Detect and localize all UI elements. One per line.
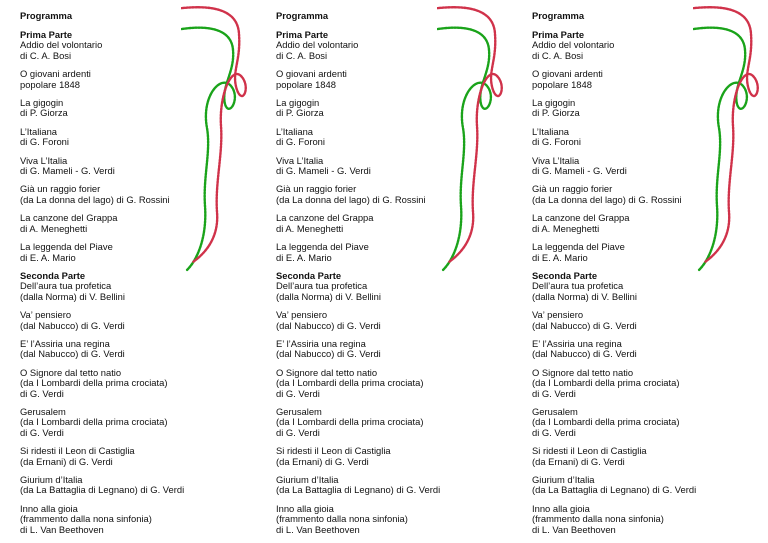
piece-detail: di C. A. Bosi [20,49,72,61]
program-item [20,156,269,177]
piece-detail: di G. Mameli - G. Verdi [20,165,115,177]
piece-title: O giovani ardenti [532,68,603,80]
program-item [532,310,768,331]
piece-detail: (dalla Norma) di V. Bellini [532,290,637,302]
piece-detail: di E. A. Mario [532,251,588,263]
program-item [20,446,269,467]
program-item [276,40,525,61]
piece-detail: di G. Foroni [276,136,325,148]
program-item [20,98,269,119]
piece-detail: (da Ernani) di G. Verdi [276,455,369,467]
piece-detail: (dal Nabucco) di G. Verdi [532,348,637,360]
program-item [532,475,768,496]
piece-title: O giovani ardenti [276,68,347,80]
program-item [276,475,525,496]
piece-detail: (da I Lombardi della prima crociata) [532,377,680,389]
program-item [276,339,525,360]
program-item [20,407,269,438]
piece-title: Già un raggio forier [532,183,613,195]
program-item [532,69,768,90]
program-column [275,8,525,543]
piece-title: L’Italiana [532,125,570,137]
program-item [532,156,768,177]
program-item [532,368,768,399]
piece-title: E’ l’Assiria una regina [20,337,110,349]
piece-title: Va’ pensiero [532,309,584,321]
program-item [532,446,768,467]
piece-detail: (da I Lombardi della prima crociata) [532,416,680,428]
program-item [20,504,269,535]
piece-detail: di L. Van Beethoven [532,523,616,535]
piece-title: La leggenda del Piave [20,241,113,253]
program-item [532,184,768,205]
piece-detail: di A. Meneghetti [20,222,88,234]
piece-detail: (dal Nabucco) di G. Verdi [20,348,125,360]
piece-detail: (da La donna del lago) di G. Rossini [20,193,170,205]
piece-detail: di G. Verdi [532,426,576,438]
piece-title: E’ l’Assiria una regina [532,337,622,349]
piece-detail: (dal Nabucco) di G. Verdi [20,319,125,331]
program-item [276,504,525,535]
program-item [532,127,768,148]
piece-title: La canzone del Grappa [20,212,118,224]
part-heading: Prima Parte [20,29,73,40]
piece-detail: di L. Van Beethoven [20,523,104,535]
piece-detail: (frammento dalla nona sinfonia) [276,513,408,525]
program-item [532,339,768,360]
piece-title: Giurium d’Italia [20,474,83,485]
program-item [20,281,269,302]
piece-title: Inno alla gioia [20,502,78,514]
piece-title: Dell’aura tua profetica [20,280,112,292]
program-title: Programma [532,10,585,21]
program-item [276,98,525,119]
piece-detail: di G. Verdi [20,387,64,399]
piece-detail: di A. Meneghetti [276,222,344,234]
piece-detail: di P. Giorza [20,107,68,119]
piece-detail: di G. Mameli - G. Verdi [532,165,627,177]
piece-title: La leggenda del Piave [276,241,369,253]
piece-detail: (dalla Norma) di V. Bellini [20,290,125,302]
part-heading: Seconda Parte [276,269,342,281]
piece-title: Va’ pensiero [276,309,328,321]
piece-detail: (dal Nabucco) di G. Verdi [532,319,637,331]
piece-title: Gerusalem [532,405,578,417]
piece-detail: di P. Giorza [532,107,580,119]
piece-detail: (frammento dalla nona sinfonia) [532,513,664,525]
program-item [20,184,269,205]
piece-title: Dell’aura tua profetica [532,280,624,292]
piece-detail: (dal Nabucco) di G. Verdi [276,319,381,331]
piece-detail: (da Ernani) di G. Verdi [532,455,625,467]
piece-title: L’Italiana [276,125,314,137]
piece-detail: (da Ernani) di G. Verdi [20,455,113,467]
program-item [20,368,269,399]
piece-detail: (da La donna del lago) di G. Rossini [532,193,682,205]
piece-detail: (da I Lombardi della prima crociata) [20,416,168,428]
piece-detail: (da La Battaglia di Legnano) di G. Verdi [276,484,441,496]
piece-title: Viva L’Italia [276,154,324,166]
piece-title: La gigogin [532,97,576,109]
piece-detail: di G. Foroni [532,136,581,148]
piece-title: La leggenda del Piave [532,241,625,253]
piece-detail: (frammento dalla nona sinfonia) [20,513,152,525]
program-item [276,127,525,148]
program-item [532,407,768,438]
program-item [20,127,269,148]
part-heading: Prima Parte [532,29,585,40]
piece-title: Addio del volontario [20,39,103,51]
program-item [20,69,269,90]
piece-detail: di G. Verdi [276,387,320,399]
piece-detail: (da La Battaglia di Legnano) di G. Verdi [20,484,185,496]
program-item [276,310,525,331]
program-column [531,8,768,543]
piece-detail: di E. A. Mario [20,251,76,263]
program-item [276,407,525,438]
piece-title: O Signore dal tetto natio [20,366,122,378]
piece-title: Si ridesti il Leon di Castiglia [276,445,391,457]
piece-title: Giurium d’Italia [276,474,339,485]
piece-detail: di P. Giorza [276,107,324,119]
piece-detail: di G. Verdi [276,426,320,438]
piece-title: Si ridesti il Leon di Castiglia [532,445,647,457]
piece-detail: di C. A. Bosi [532,49,584,61]
program-item [276,69,525,90]
piece-detail: (da I Lombardi della prima crociata) [276,377,424,389]
program-item [532,504,768,535]
program-item [532,98,768,119]
piece-title: La canzone del Grappa [532,212,630,224]
program-item [276,184,525,205]
part-heading: Seconda Parte [20,269,86,281]
program-item [20,40,269,61]
piece-title: O Signore dal tetto natio [532,366,634,378]
piece-detail: di G. Verdi [532,387,576,399]
piece-detail: di G. Mameli - G. Verdi [276,165,371,177]
piece-title: O giovani ardenti [20,68,91,80]
piece-title: Si ridesti il Leon di Castiglia [20,445,135,457]
piece-title: Dell’aura tua profetica [276,280,368,292]
piece-detail: (da La Battaglia di Legnano) di G. Verdi [532,484,697,496]
program-item [276,213,525,234]
piece-title: Inno alla gioia [276,502,334,514]
program-title: Programma [20,10,73,21]
program-item [276,368,525,399]
piece-title: O Signore dal tetto natio [276,366,378,378]
piece-title: Già un raggio forier [276,183,357,195]
piece-title: Gerusalem [276,405,322,417]
program-item [276,156,525,177]
piece-title: Va’ pensiero [20,309,72,321]
piece-title: Viva L’Italia [20,154,68,166]
program-item [20,310,269,331]
part-heading: Seconda Parte [532,269,598,281]
program-item [532,242,768,263]
piece-title: Giurium d’Italia [532,474,595,485]
piece-detail: di A. Meneghetti [532,222,600,234]
piece-title: Inno alla gioia [532,502,590,514]
program-column [19,8,269,543]
piece-detail: (da I Lombardi della prima crociata) [20,377,168,389]
program-item [532,40,768,61]
piece-title: E’ l’Assiria una regina [276,337,366,349]
part-heading: Prima Parte [276,29,329,40]
piece-detail: (da I Lombardi della prima crociata) [276,416,424,428]
program-item [20,242,269,263]
piece-title: Addio del volontario [276,39,359,51]
piece-detail: (dal Nabucco) di G. Verdi [276,348,381,360]
piece-detail: di G. Verdi [20,426,64,438]
piece-title: L’Italiana [20,125,58,137]
piece-detail: di C. A. Bosi [276,49,328,61]
piece-detail: (da La donna del lago) di G. Rossini [276,193,426,205]
piece-detail: popolare 1848 [276,78,336,90]
program-item [20,339,269,360]
piece-title: Gerusalem [20,405,66,417]
piece-title: La gigogin [20,97,64,109]
program-item [532,281,768,302]
program-item [532,213,768,234]
program-title: Programma [276,10,329,21]
piece-detail: di L. Van Beethoven [276,523,360,535]
program-item [276,242,525,263]
program-item [276,281,525,302]
piece-title: La gigogin [276,97,320,109]
piece-detail: di G. Foroni [20,136,69,148]
piece-title: La canzone del Grappa [276,212,374,224]
program-item [276,446,525,467]
piece-detail: (dalla Norma) di V. Bellini [276,290,381,302]
piece-detail: popolare 1848 [20,78,80,90]
piece-detail: popolare 1848 [532,78,592,90]
piece-title: Addio del volontario [532,39,615,51]
program-item [20,213,269,234]
piece-title: Già un raggio forier [20,183,101,195]
piece-detail: di E. A. Mario [276,251,332,263]
program-item [20,475,269,496]
piece-title: Viva L’Italia [532,154,580,166]
